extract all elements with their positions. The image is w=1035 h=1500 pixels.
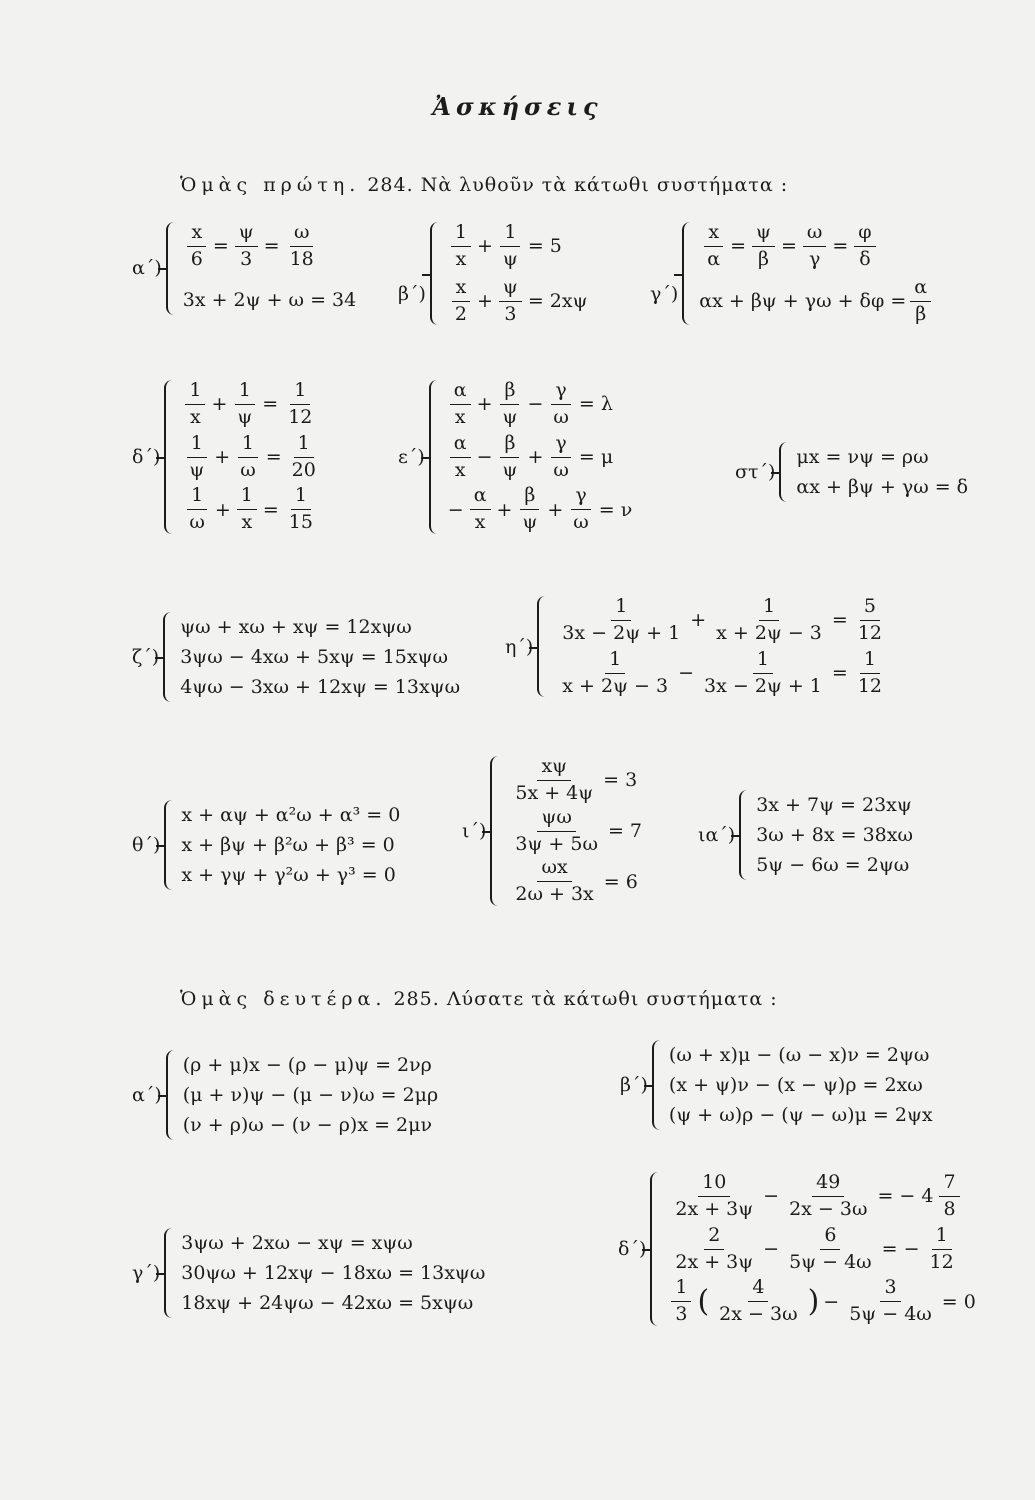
numerator: 1 — [294, 433, 314, 458]
numerator: 1 — [238, 433, 258, 458]
denominator: 8 — [943, 1197, 956, 1220]
group-1-name: Ὁμὰς πρώτη. — [180, 174, 361, 196]
denominator: β — [758, 247, 769, 270]
denominator: 2x − 3ω — [789, 1197, 868, 1220]
group-2-heading — [180, 988, 778, 1010]
system-1st — [735, 442, 968, 502]
denominator: β — [915, 302, 927, 325]
brace-icon — [650, 1172, 661, 1326]
system-1ia — [698, 790, 913, 880]
group-2-instruction: Λύσατε τὰ κάτωθι συστήματα : — [446, 988, 778, 1010]
system-1a — [132, 222, 356, 315]
numerator: α — [450, 433, 471, 458]
numerator: γ — [571, 485, 590, 510]
numerator: ψ — [499, 277, 522, 302]
numerator: 1 — [932, 1225, 952, 1250]
numerator: ω — [290, 222, 314, 247]
denominator: x — [190, 405, 201, 428]
numerator: ω — [803, 222, 827, 247]
equation: (ρ + μ)x − (ρ − μ)ψ = 2νρ — [182, 1054, 432, 1076]
numerator: x — [187, 222, 206, 247]
result: = 3 — [603, 769, 638, 792]
denominator: 5ψ − 4ω — [789, 1250, 872, 1273]
result: = 5 — [527, 235, 562, 258]
page-title: Ἀσκήσεις — [432, 92, 603, 121]
denominator: ω — [189, 511, 205, 534]
denominator: 12 — [929, 1250, 954, 1273]
system-label: γ΄) — [132, 1262, 161, 1284]
numerator: ωx — [537, 857, 571, 882]
numerator: 1 — [187, 485, 207, 510]
system-label: δ΄) — [618, 1238, 647, 1261]
numerator: 1 — [671, 1277, 691, 1302]
operator: = — [263, 235, 280, 258]
equation: (μ + ν)ψ − (μ − ν)ω = 2μρ — [182, 1084, 439, 1106]
equation: 18xψ + 24ψω − 42xω = 5xψω — [181, 1292, 474, 1314]
numerator: 4 — [748, 1277, 768, 1302]
operator: + — [477, 235, 493, 258]
brace-icon — [166, 222, 177, 315]
numerator: 1 — [290, 380, 310, 405]
equation: (ν + ρ)ω − (ν − ρ)x = 2μν — [182, 1114, 433, 1136]
numerator: xψ — [537, 756, 571, 781]
equation: 30ψω + 12xψ − 18xω = 13xψω — [181, 1262, 486, 1284]
denominator: 3x − 2ψ + 1 — [704, 674, 822, 697]
denominator: 2ω + 3x — [515, 883, 594, 906]
system-2d: δ΄) $\frac{10}{2x + 3\psi}$ − $\frac{49}{2x - 3\omega}$ = − 4 $\frac{7}{8}$ $\frac{2}{2x + 3\psi}$ − $\frac{6}{5\psi - 4\omega}$ = − $\frac{1}{12}$ $\frac{1}{3}$ ( $\frac{4}{2x - 3\omega}$ ) − $\frac{3}{5\psi - 4\omega}$ = 0 — [618, 1171, 976, 1326]
numerator: 5 — [860, 596, 880, 621]
result: = − 4 — [877, 1185, 934, 1208]
denominator: ω — [553, 405, 569, 428]
numerator: α — [910, 277, 931, 302]
denominator: 12 — [288, 405, 313, 428]
denominator: x — [455, 247, 467, 270]
numerator: 1 — [605, 649, 625, 674]
group-1-number: 284. — [367, 174, 414, 196]
system-2b — [620, 1040, 933, 1130]
denominator: x + 2ψ − 3 — [716, 621, 822, 644]
result: = μ — [578, 446, 614, 469]
system-1h: η΄) $\frac{1}{3x - 2\psi + 1}$ + $\frac{1}{x + 2\psi - 3}$ = $\frac{5}{12}$ $\frac{1}{x + 2\psi - 3}$ − $\frac{1}{3x - 2\psi + 1}$ = $\frac{1}{12}$ — [505, 596, 890, 697]
brace-icon — [164, 380, 175, 534]
equation: αx + βψ + γω + δφ = — [699, 290, 907, 313]
brace-icon — [779, 442, 790, 502]
brace-icon — [537, 596, 548, 697]
equation: 5ψ − 6ω = 2ψω — [756, 854, 910, 876]
denominator: ψ — [502, 247, 518, 270]
denominator: 5x + 4ψ — [515, 781, 594, 804]
denominator: 3 — [675, 1303, 688, 1326]
denominator: x — [454, 405, 466, 428]
denominator: ψ — [237, 405, 253, 428]
numerator: γ — [551, 380, 570, 405]
denominator: 2 — [454, 302, 467, 325]
numerator: 6 — [820, 1225, 840, 1250]
numerator: φ — [854, 222, 875, 247]
denominator: ω — [240, 458, 256, 481]
denominator: 18 — [289, 247, 314, 270]
system-1th — [132, 800, 400, 890]
brace-icon — [682, 222, 693, 325]
denominator: 12 — [857, 674, 883, 697]
system-1b — [398, 222, 590, 325]
denominator: ψ — [522, 511, 538, 534]
numerator: α — [470, 485, 491, 510]
numerator: 1 — [291, 485, 311, 510]
group-1-heading — [180, 174, 788, 196]
denominator: 15 — [288, 511, 313, 534]
denominator: ω — [573, 511, 589, 534]
numerator: 1 — [237, 485, 257, 510]
denominator: x + 2ψ − 3 — [562, 674, 669, 697]
system-label: β΄) — [620, 1074, 648, 1096]
system-1e: ε΄) $\frac{\alpha}{x}$ + $\frac{\beta}{\psi}$ − $\frac{\gamma}{\omega}$ = λ $\frac{\alpha}{x}$ − $\frac{\beta}{\psi}$ + $\frac{\gamma}{\omega}$ = μ − $\frac{\alpha}{x}$ + $\frac{\beta}{\psi}$ + $\frac{\gamma}{\omega}$ = ν — [398, 379, 633, 534]
system-label: α΄) — [132, 1084, 162, 1106]
brace-icon — [490, 756, 501, 906]
system-1i — [462, 756, 644, 906]
numerator: 1 — [611, 596, 631, 621]
result: = 2xψ — [527, 290, 588, 313]
denominator: 12 — [857, 621, 883, 644]
numerator: β — [500, 380, 519, 405]
system-1d: δ΄) $\frac{1}{x}$ + $\frac{1}{\psi}$ = $\frac{1}{12}$ $\frac{1}{\psi}$ + $\frac{1}{\omega}$ = $\frac{1}{20}$ $\frac{1}{\omega}$ + $\frac{1}{x}$ = $\frac{1}{15}$ — [132, 380, 324, 534]
system-2g — [132, 1228, 485, 1318]
equation: x + αψ + α²ω + α³ = 0 — [181, 804, 401, 826]
numerator: 1 — [759, 596, 779, 621]
brace-icon — [430, 222, 441, 325]
equation: (ω + x)μ − (ω − x)ν = 2ψω — [668, 1044, 930, 1066]
result: = λ — [578, 393, 613, 416]
denominator: x — [241, 511, 253, 534]
system-label: δ΄) — [132, 446, 161, 469]
equation: αx + βψ + γω = δ — [796, 476, 969, 498]
equation: (ψ + ω)ρ − (ψ − ω)μ = 2ψx — [668, 1104, 933, 1126]
denominator: ψ — [189, 458, 205, 481]
denominator: 3 — [504, 302, 517, 325]
operator: = — [212, 235, 229, 258]
numerator: ψ — [752, 222, 775, 247]
system-label: η΄) — [505, 635, 534, 658]
brace-icon — [739, 790, 750, 880]
system-2a — [132, 1050, 438, 1140]
numerator: 1 — [500, 222, 520, 247]
result: = 0 — [941, 1290, 976, 1313]
denominator: ω — [553, 458, 569, 481]
equation: 3ψω + 2xω − xψ = xψω — [181, 1232, 413, 1254]
equation: x + γψ + γ²ω + γ³ = 0 — [181, 864, 396, 886]
denominator: 3ψ + 5ω — [515, 832, 598, 855]
system-label: θ΄) — [132, 834, 161, 856]
numerator: 10 — [698, 1172, 730, 1197]
equation: 3ψω − 4xω + 5xψ = 15xψω — [180, 646, 448, 668]
denominator: ψ — [502, 458, 518, 481]
equation: ψω + xω + xψ = 12xψω — [180, 616, 412, 638]
numerator: 1 — [451, 222, 471, 247]
result: = 7 — [607, 820, 643, 843]
brace-icon — [652, 1040, 663, 1130]
denominator: ψ — [502, 405, 518, 428]
denominator: 3x − 2ψ + 1 — [562, 621, 681, 644]
result: = − — [881, 1238, 920, 1261]
numerator: x — [452, 277, 471, 302]
result: = 6 — [603, 870, 638, 893]
denominator: δ — [859, 247, 871, 270]
numerator: 1 — [187, 433, 207, 458]
numerator: β — [520, 485, 539, 510]
denominator: 6 — [190, 247, 203, 270]
numerator: 49 — [812, 1172, 844, 1197]
numerator: γ — [551, 433, 570, 458]
brace-icon — [163, 612, 174, 702]
equation: 3ω + 8x = 38xω — [756, 824, 913, 846]
brace-icon — [429, 380, 440, 534]
numerator: ψ — [235, 222, 258, 247]
system-label: ε΄) — [398, 446, 425, 469]
group-2-name: Ὁμὰς δευτέρα. — [180, 988, 387, 1010]
brace-icon — [166, 1050, 177, 1140]
numerator: 1 — [235, 380, 255, 405]
group-1-instruction: Νὰ λυθοῦν τὰ κάτωθι συστήματα : — [420, 174, 789, 196]
denominator: γ — [808, 247, 821, 270]
equation: 3x + 7ψ = 23xψ — [756, 794, 912, 816]
equation: 3x + 2ψ + ω = 34 — [182, 288, 357, 311]
system-label: ια΄) — [698, 824, 736, 846]
equation: μx = νψ = ρω — [796, 446, 929, 468]
numerator: 1 — [860, 649, 880, 674]
result: = ν — [598, 498, 633, 521]
system-1z — [132, 612, 460, 702]
equation: (x + ψ)ν − (x − ψ)ρ = 2xω — [668, 1074, 923, 1096]
denominator: 2x − 3ω — [719, 1303, 798, 1326]
numerator: 2 — [704, 1225, 724, 1250]
denominator: 2x + 3ψ — [675, 1250, 754, 1273]
group-2-number: 285. — [393, 988, 440, 1010]
equation: x + βψ + β²ω + β³ = 0 — [181, 834, 395, 856]
denominator: 5ψ − 4ω — [849, 1303, 932, 1326]
system-label: ι΄) — [462, 820, 487, 843]
system-label: γ΄) — [650, 282, 679, 305]
system-1g: γ΄) $\frac{x}{\alpha}$ = $\frac{\psi}{\beta}$ = $\frac{\omega}{\gamma}$ = $\frac{\varphi}{\delta}$ αx + βψ + γω + δφ = $\frac{\alpha}{\beta}$ — [650, 222, 935, 325]
denominator: 20 — [291, 458, 316, 481]
numerator: 1 — [753, 649, 773, 674]
system-label: β΄) — [398, 282, 426, 305]
brace-icon — [164, 1228, 175, 1318]
system-label: α΄) — [132, 257, 162, 280]
numerator: β — [500, 433, 519, 458]
denominator: x — [474, 511, 486, 534]
numerator: ψω — [537, 807, 575, 832]
system-label: ζ΄) — [132, 646, 160, 668]
denominator: 2x + 3ψ — [675, 1197, 754, 1220]
numerator: 7 — [939, 1172, 959, 1197]
numerator: α — [450, 380, 471, 405]
operator: + — [477, 290, 493, 313]
numerator: x — [704, 222, 723, 247]
denominator: α — [707, 247, 721, 270]
system-label: στ΄) — [735, 461, 776, 483]
denominator: x — [454, 458, 466, 481]
denominator: 3 — [240, 247, 253, 270]
numerator: 1 — [185, 380, 205, 405]
equation: 4ψω − 3xω + 12xψ = 13xψω — [180, 676, 461, 698]
brace-icon — [164, 800, 175, 890]
numerator: 3 — [880, 1277, 900, 1302]
